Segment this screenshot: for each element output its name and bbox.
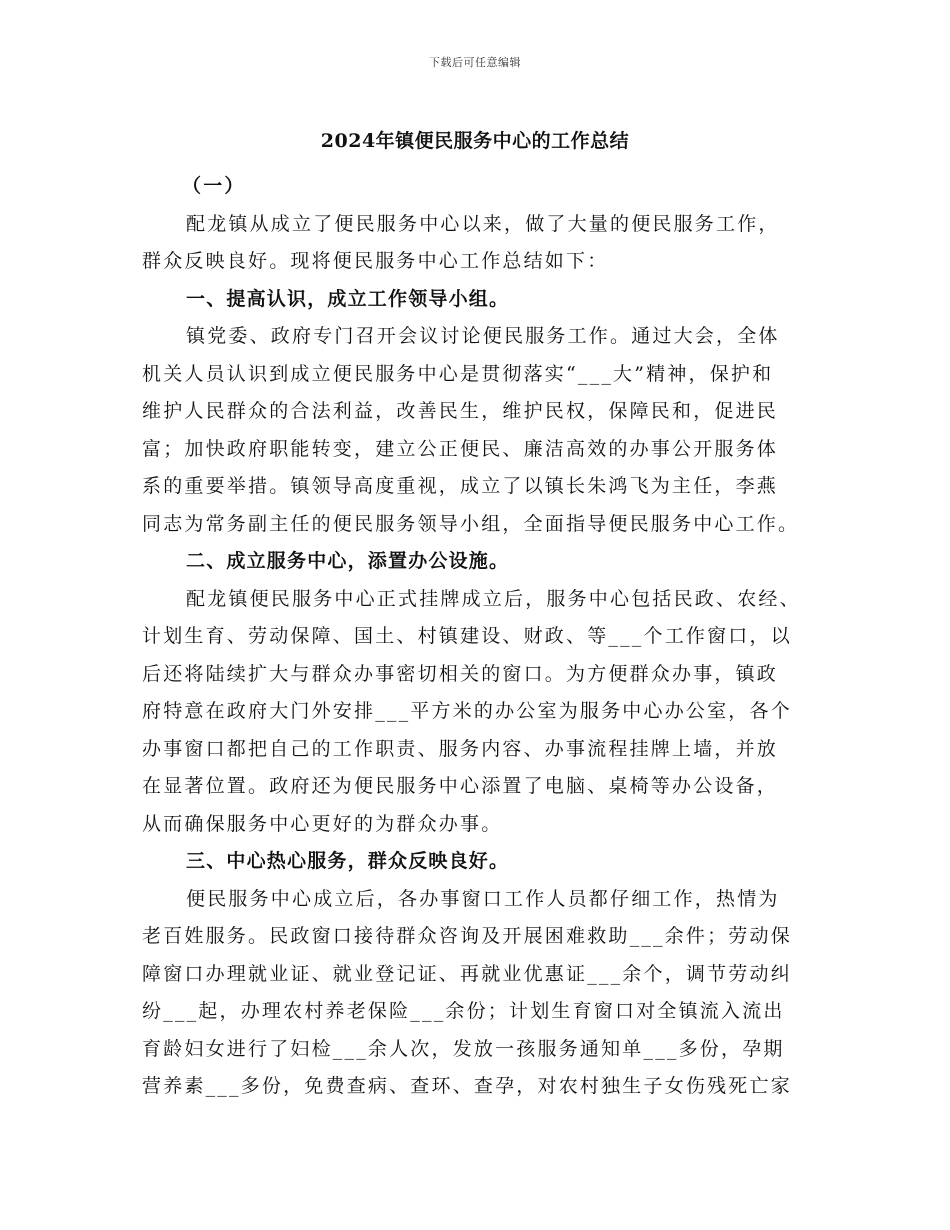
- paragraph-line: 纷___起，办理农村养老保险___余份；计划生育窗口对全镇流入流出: [142, 1000, 785, 1022]
- paragraph-line: 府特意在政府大门外安排___平方米的办公室为服务中心办公室，各个: [142, 700, 792, 722]
- paragraph-line: 同志为常务副主任的便民服务领导小组，全面指导便民服务中心工作。: [142, 512, 800, 535]
- paragraph-line: 配龙镇从成立了便民服务中心以来，做了大量的便民服务工作，: [186, 212, 780, 235]
- paragraph-line: 计划生育、劳动保障、国土、村镇建设、财政、等___个工作窗口，以: [142, 625, 792, 647]
- paragraph-line: 维护人民群众的合法利益，改善民生，维护民权，保障民和，促进民: [142, 400, 779, 422]
- paragraph-line: 营养素___多份，免费查病、查环、查孕，对农村独生子女伤残死亡家: [142, 1075, 792, 1097]
- paragraph-line: 老百姓服务。民政窗口接待群众咨询及开展困难救助___余件；劳动保: [142, 925, 792, 947]
- section-heading: 一、提高认识，成立工作领导小组。: [186, 287, 510, 310]
- paragraph-line: 后还将陆续扩大与群众办事密切相关的窗口。为方便群众办事，镇政: [142, 662, 779, 685]
- section-marker: （一）: [182, 175, 246, 197]
- paragraph-line: 机关人员认识到成立便民服务中心是贯彻落实“___大”精神，保护和: [142, 362, 774, 385]
- paragraph-line: 便民服务中心成立后，各办事窗口工作人员都仔细工作，热情为: [186, 887, 780, 910]
- section-heading: 三、中心热心服务，群众反映良好。: [186, 850, 510, 872]
- paragraph-line: 育龄妇女进行了妇检___余人次，发放一孩服务通知单___多份，孕期: [142, 1037, 785, 1060]
- paragraph-line: 配龙镇便民服务中心正式挂牌成立后，服务中心包括民政、农经、: [186, 587, 801, 610]
- paragraph-line: 群众反映良好。现将便民服务中心工作总结如下：: [142, 250, 609, 272]
- paragraph-line: 在显著位置。政府还为便民服务中心添置了电脑、桌椅等办公设备，: [142, 775, 779, 797]
- document-body: [142, 168, 832, 1106]
- paragraph-line: 障窗口办理就业证、就业登记证、再就业优惠证___余个，调节劳动纠: [142, 962, 792, 985]
- section-heading: 二、成立服务中心，添置办公设施。: [186, 550, 510, 572]
- paragraph-line: 镇党委、政府专门召开会议讨论便民服务工作。通过大会，全体: [186, 325, 780, 347]
- paragraph-line: 富；加快政府职能转变，建立公正便民、廉洁高效的办事公开服务体: [142, 437, 779, 460]
- paragraph-line: 办事窗口都把自己的工作职责、服务内容、办事流程挂牌上墙，并放: [142, 737, 779, 760]
- paragraph-line: 系的重要举措。镇领导高度重视，成立了以镇长朱鸿飞为主任，李燕: [142, 475, 779, 497]
- paragraph-line: 从而确保服务中心更好的为群众办事。: [142, 812, 503, 835]
- document-title: 2024年镇便民服务中心的工作总结: [320, 130, 630, 152]
- header-note: 下载后可任意编辑: [429, 56, 521, 69]
